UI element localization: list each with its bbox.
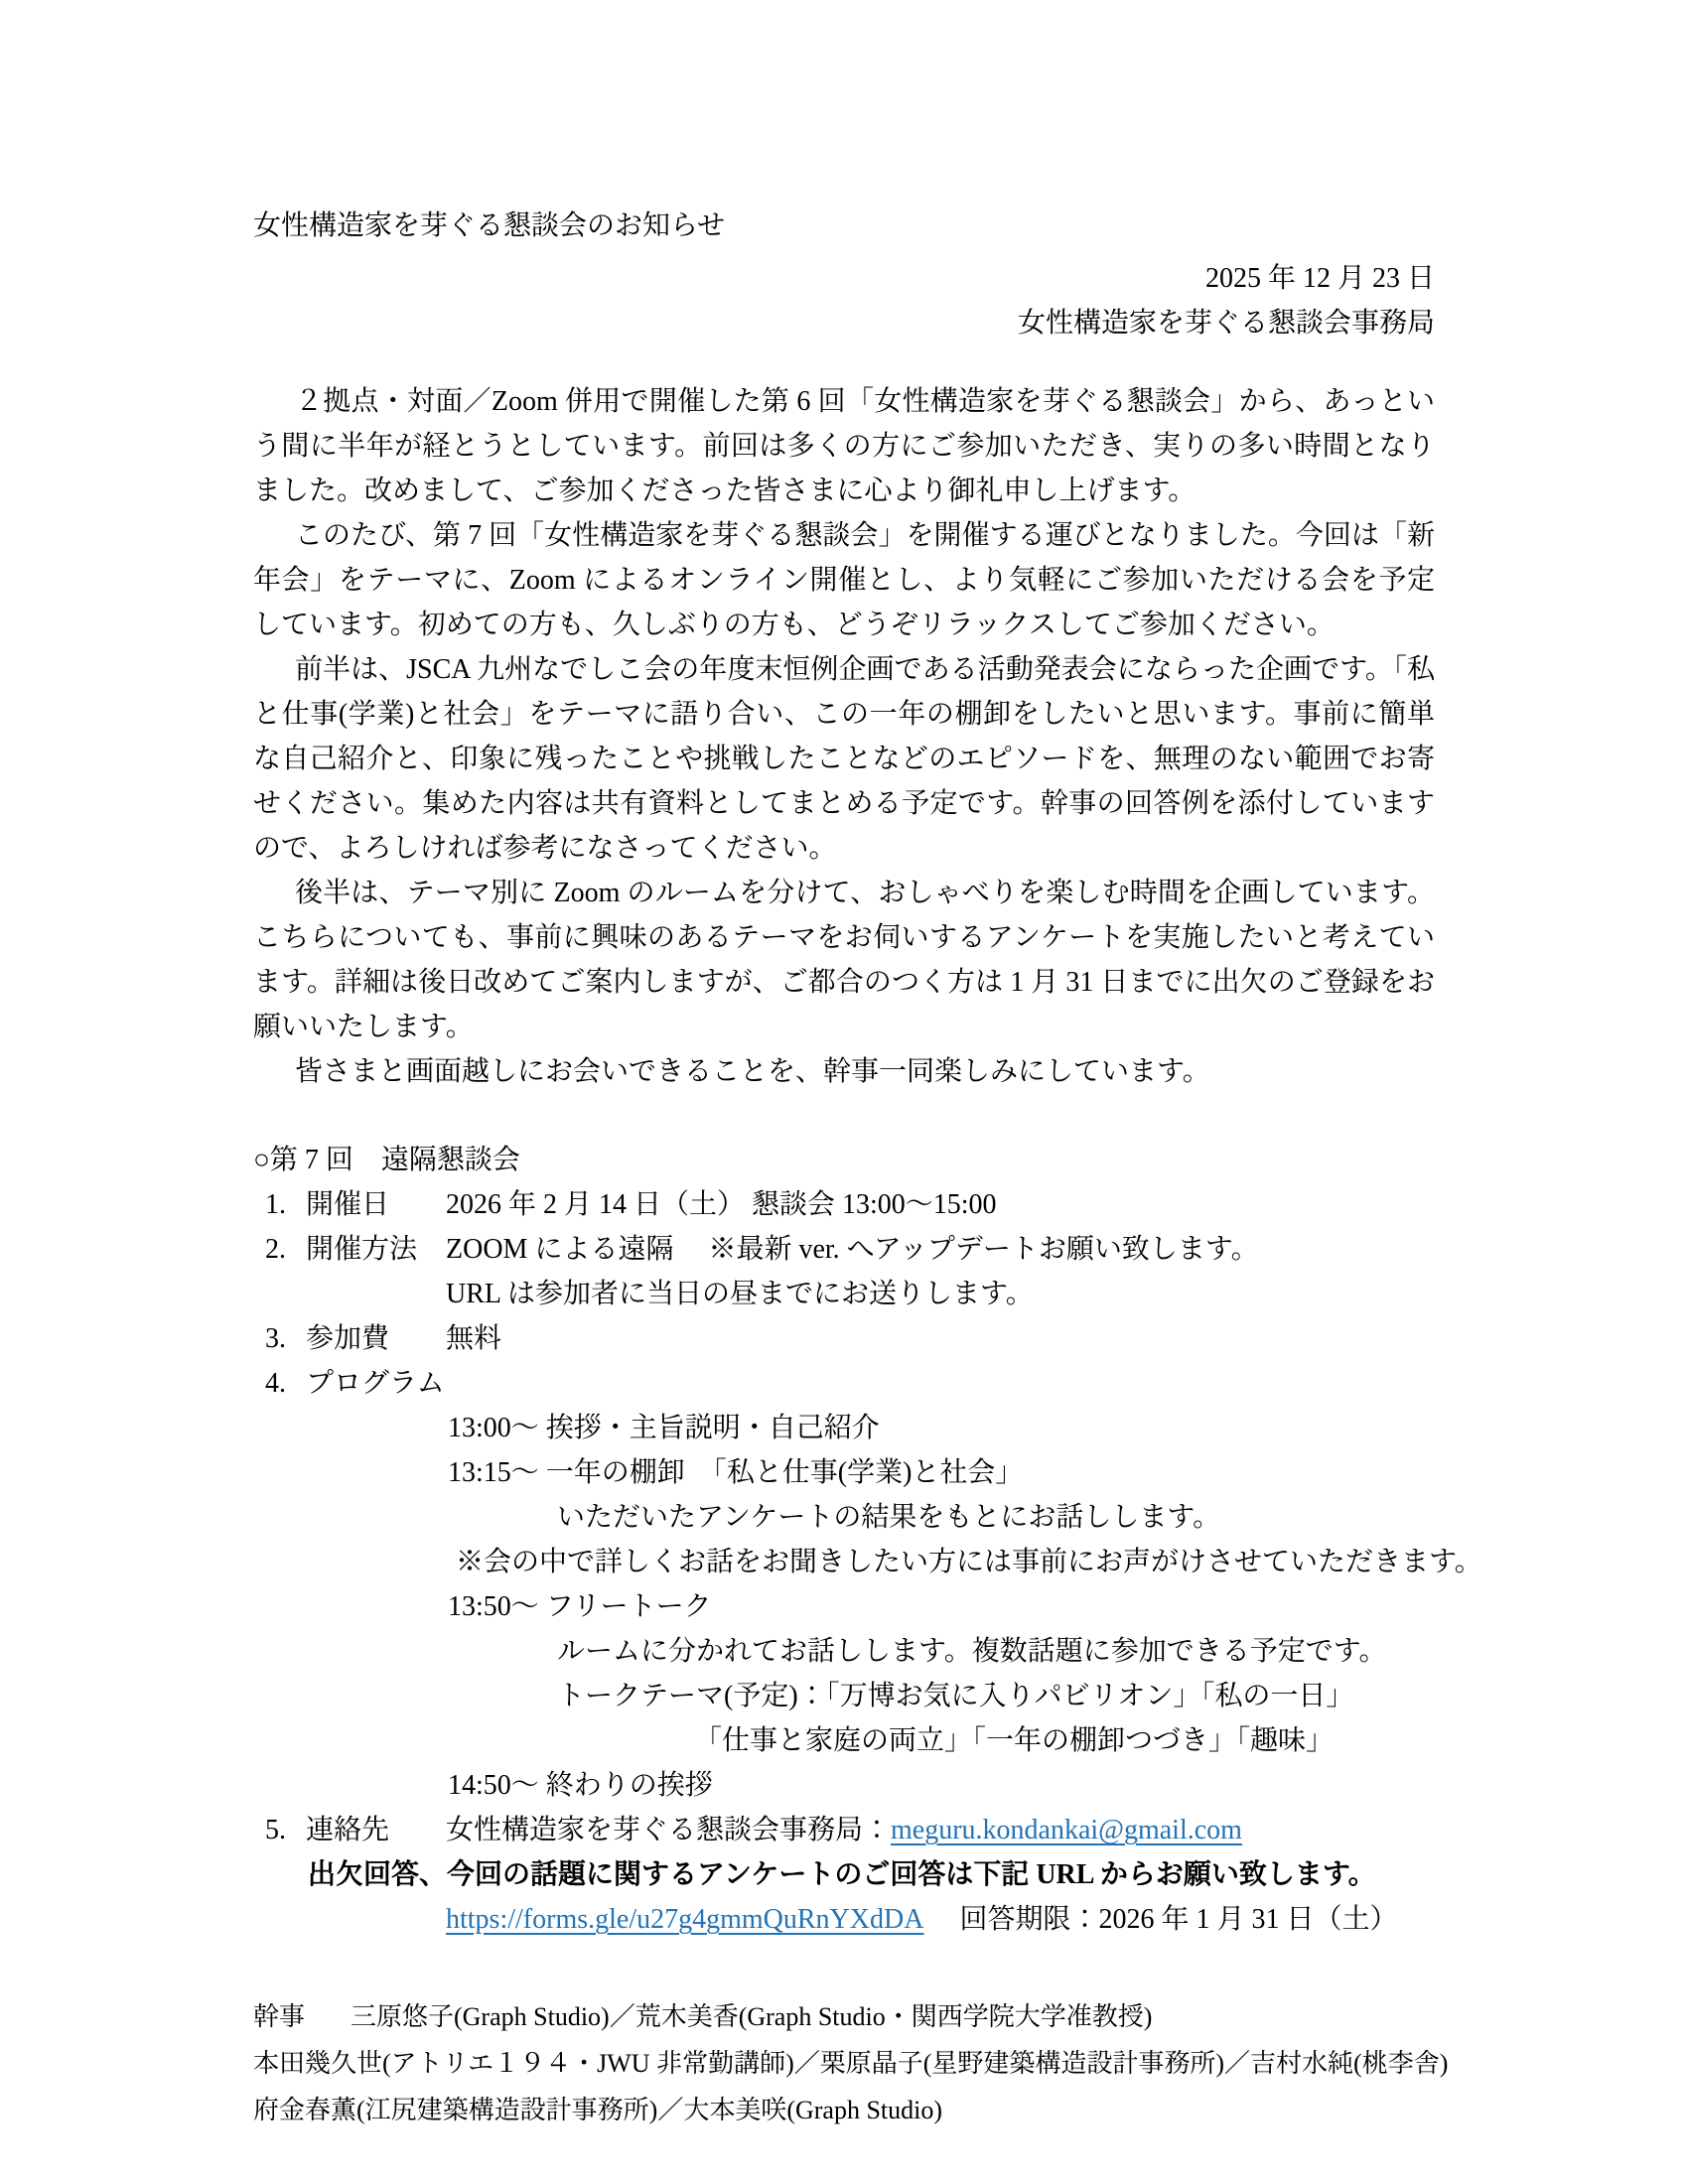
meeting-item-method [253, 1227, 1435, 1272]
program-line: 13:50～ フリートーク [448, 1591, 712, 1622]
body-paragraph: ２拠点・対面／Zoom 併用で開催した第 6 回「女性構造家を芽ぐる懇談会」から、あっという間に半年が経とうとしています。前回は多くの方にご参加いただき、実りの多い時間となりました。改めまして、ご参加くださった皆さまに心より御礼申し上げます。 [253, 386, 1435, 506]
program-note-line: ※会の中で詳しくお話をお聞きしたい方には事前にお声がけさせていただきます。 [456, 1547, 1482, 1577]
reply-request-line: 出欠回答、今回の話題に関するアンケートのご回答は下記 URL からお願い致します。 [308, 1859, 1376, 1890]
program-line: 13:15～ 一年の棚卸 「私と仕事(学業)と社会」 [448, 1457, 1024, 1488]
organizers-line: 三原悠子(Graph Studio)／荒木美香(Graph Studio・関西学院大学准教授) [351, 2002, 1153, 2031]
program-line: 「仕事と家庭の両立」「一年の棚卸つづき」「趣味」 [694, 1725, 1335, 1756]
contact-prefix: 女性構造家を芽ぐる懇談会事務局： [446, 1815, 892, 1845]
item-number: 3. [265, 1323, 286, 1354]
document-sender: 女性構造家を芽ぐる懇談会事務局 [1017, 308, 1435, 339]
item-number: 4. [265, 1368, 286, 1399]
item-label: 連絡先 [306, 1815, 390, 1845]
program-line: ルームに分かれてお話しします。複数話題に参加できる予定です。 [557, 1636, 1387, 1667]
date-sender-block [253, 256, 1435, 345]
email-link[interactable]: meguru.kondankai@gmail.com [891, 1815, 1242, 1845]
meeting-heading: ○第 7 回 遠隔懇談会 [253, 1145, 520, 1175]
program-line: 13:00～ 挨拶・主旨説明・自己紹介 [448, 1413, 880, 1443]
item-number: 2. [265, 1234, 286, 1265]
organizers-line: 本田幾久世(アトリエ１９４・JWU 非常勤講師)／栗原晶子(星野建築構造設計事務所)／吉村水純(桃李舎) [253, 2049, 1449, 2078]
document-content [253, 204, 1482, 2133]
organizers-line: 府金春薫(江尻建築構造設計事務所)／大本美咲(Graph Studio) [253, 2096, 943, 2124]
page-title: 女性構造家を芽ぐる懇談会のお知らせ [253, 210, 726, 241]
meeting-item-fee [253, 1316, 1435, 1361]
item-value: 2026 年 2 月 14 日（土） 懇談会 13:00～15:00 [446, 1189, 997, 1220]
item-value [446, 1808, 1242, 1852]
organizers-first-line [253, 1993, 1435, 2040]
program-line: いただいたアンケートの結果をもとにお話しします。 [557, 1502, 1221, 1533]
program-line: 14:50～ 終わりの挨拶 [448, 1770, 713, 1801]
document-date: 2025 年 12 月 23 日 [1204, 263, 1435, 294]
meeting-item-contact [253, 1808, 1435, 1852]
body-paragraph: 皆さまと画面越しにお会いできることを、幹事一同楽しみにしています。 [295, 1056, 1210, 1087]
reply-deadline: 回答期限：2026 年 1 月 31 日（土） [959, 1904, 1398, 1935]
form-url-link[interactable]: https://forms.gle/u27g4gmmQuRnYXdDA [446, 1904, 924, 1935]
item-value: ZOOM による遠隔 ※最新 ver. へアップデートお願い致します。 [446, 1234, 1259, 1265]
item-label: 開催方法 [306, 1234, 418, 1265]
item-label: 参加費 [306, 1323, 390, 1354]
item-value: 無料 [446, 1323, 502, 1354]
body-paragraph: このたび、第 7 回「女性構造家を芽ぐる懇談会」を開催する運びとなりました。今回は「新年会」をテーマに、Zoom によるオンライン開催とし、より気軽にご参加いただける会を予定しています。初めての方も、久しぶりの方も、どうぞリラックスしてご参加ください。 [253, 520, 1435, 640]
meeting-item-program [253, 1361, 1435, 1406]
item-label: 開催日 [306, 1189, 390, 1220]
body-paragraph: 前半は、JSCA 九州なでしこ会の年度末恒例企画である活動発表会にならった企画です。「私と仕事(学業)と社会」をテーマに語り合い、この一年の棚卸をしたいと思います。事前に簡単な自己紹介と、印象に残ったことや挑戦したことなどのエピソードを、無理のない範囲でお寄せください。集めた内容は共有資料としてまとめる予定です。幹事の回答例を添付していますので、よろしければ参考になさってください。 [253, 654, 1435, 864]
program-line: トークテーマ(予定)：「万博お気に入りパビリオン」「私の一日」 [557, 1681, 1354, 1711]
meeting-item-date [253, 1182, 1435, 1227]
meeting-details-section [253, 1138, 1482, 1942]
item-number: 5. [265, 1815, 286, 1845]
organizers-section [253, 1993, 1449, 2133]
item-label: プログラム [306, 1368, 445, 1399]
organizers-label: 幹事 [253, 2002, 306, 2031]
form-url-line [446, 1897, 1435, 1942]
body-text [253, 379, 1435, 1094]
body-paragraph: 後半は、テーマ別に Zoom のルームを分けて、おしゃべりを楽しむ時間を企画しています。こちらについても、事前に興味のあるテーマをお伺いするアンケートを実施したいと考えています。詳細は後日改めてご案内しますが、ご都合のつく方は 1 月 31 日までに出欠のご登録をお願いいたします。 [253, 878, 1435, 1042]
meeting-item-method-continuation: URL は参加者に当日の昼までにお送りします。 [446, 1279, 1034, 1309]
item-number: 1. [265, 1189, 286, 1220]
